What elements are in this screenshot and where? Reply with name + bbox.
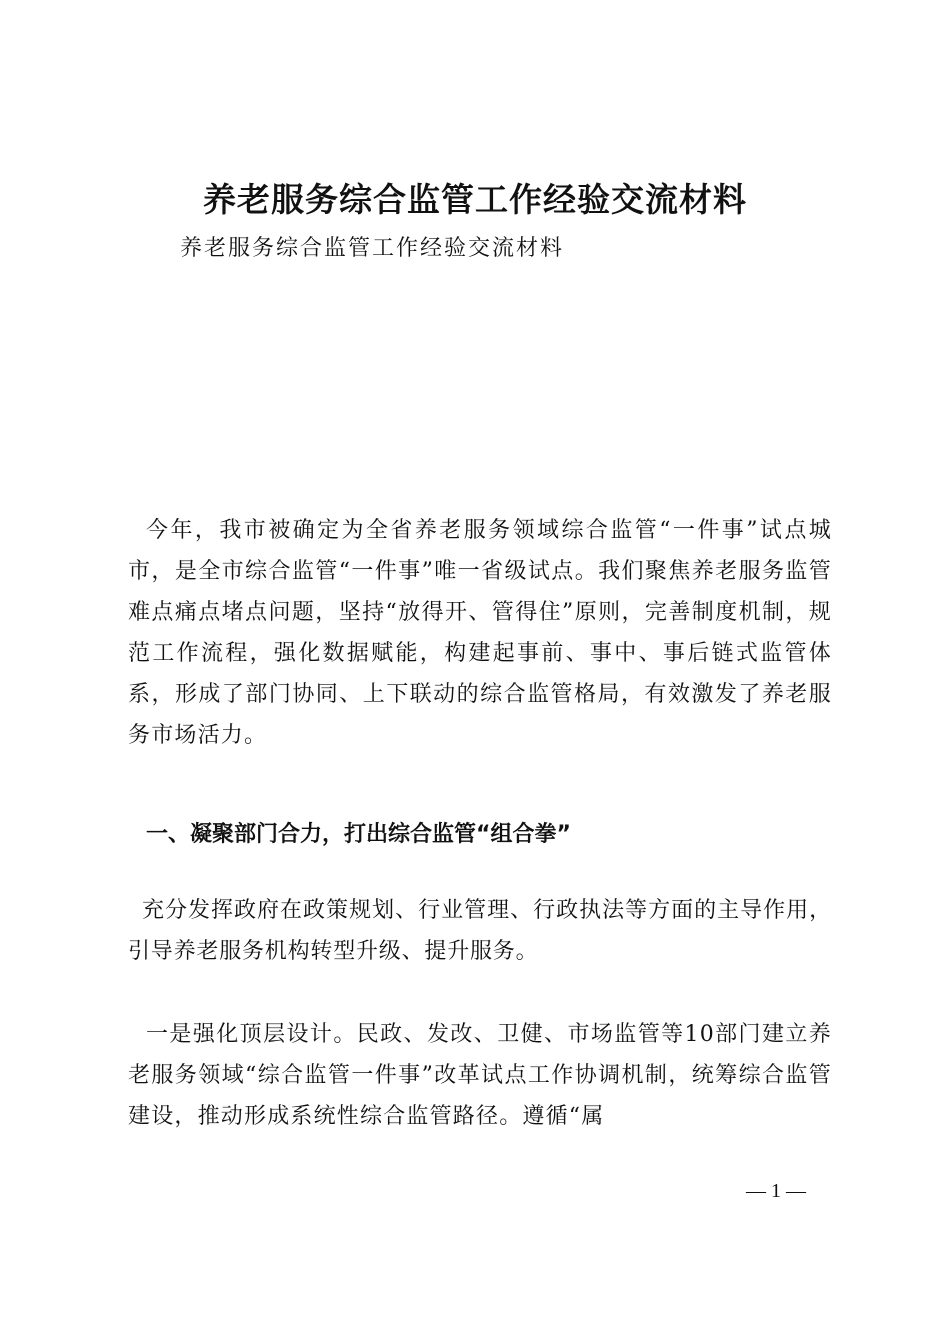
page-number: — 1 — — [746, 1180, 806, 1202]
intro-paragraph: 今年，我市被确定为全省养老服务领域综合监管“一件事”试点城市，是全市综合监管“一件事”唯一省级试点。我们聚焦养老服务监管难点痛点堵点问题，坚持“放得开、管得住”原则，完善制度机制，规范工作流程，强化数据赋能，构建起事前、事中、事后链式监管体系，形成了部门协同、上下联动的综合监管格局，有效激发了养老服务市场活力。 — [128, 518, 832, 748]
section-lead-paragraph: 充分发挥政府在政策规划、行业管理、行政执法等方面的主导作用，引导养老服务机构转型升级、提升服务。 — [128, 898, 832, 964]
document-subtitle: 养老服务综合监管工作经验交流材料 — [180, 236, 565, 261]
document-title: 养老服务综合监管工作经验交流材料 — [203, 180, 747, 219]
section-heading-1: 一、凝聚部门合力，打出综合监管“组合拳” — [146, 822, 571, 847]
section-item-paragraph: 一是强化顶层设计。民政、发改、卫健、市场监管等10部门建立养老服务领域“综合监管一件事”改革试点工作协调机制，统筹综合监管建设，推动形成系统性综合监管路径。遵循“属 — [128, 1022, 832, 1129]
